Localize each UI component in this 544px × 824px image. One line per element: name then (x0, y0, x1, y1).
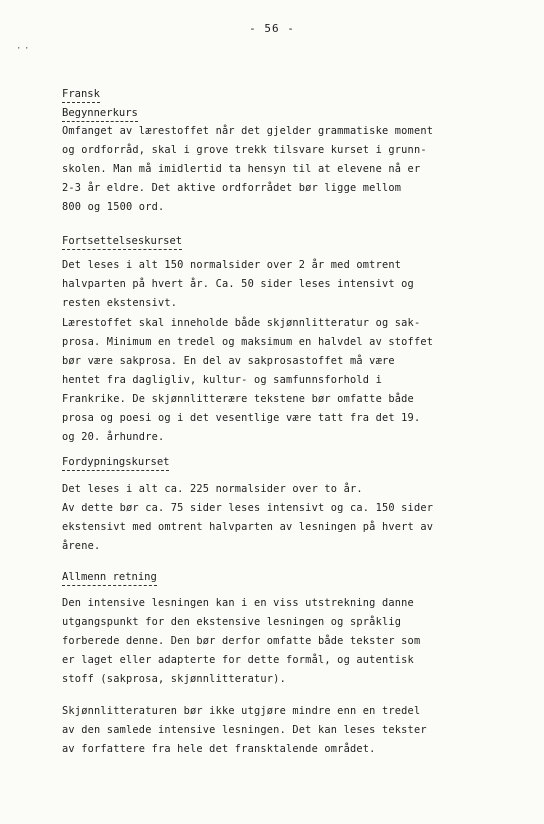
heading-begynnerkurs: Begynnerkurs (62, 107, 138, 122)
text-line: Skjønnlitteraturen bør ikke utgjøre mindre enn en tredel (62, 705, 421, 717)
text-line: og ordforråd, skal i grove trekk tilsvare kurset i grunn- (62, 144, 427, 156)
text-line: og 20. århundre. (62, 431, 165, 443)
text-line: Av dette bør ca. 75 sider leses intensivt og ca. 150 sider (62, 502, 434, 514)
text-line: 2-3 år eldre. Det aktive ordforrådet bør ligge mellom (62, 182, 402, 194)
text-line: Den intensive lesningen kan i en viss utstrekning danne (62, 597, 414, 609)
text-line: Frankrike. De skjønnlitterære tekstene bør omfatte både (62, 393, 414, 405)
text-line: av forfattere fra hele det fransktalende området. (62, 743, 376, 755)
page-number: - 56 - (249, 22, 295, 35)
paragraph-begynnerkurs (62, 122, 502, 217)
text-line: prosa og poesi og i det vesentlige være tatt fra det 19. (62, 412, 421, 424)
text-line: Det leses i alt ca. 225 normalsider over to år. (62, 483, 363, 495)
text-line: forberede denne. Den bør derfor omfatte både tekster som (62, 635, 421, 647)
paragraph-fortsettelseskurset-1 (62, 256, 502, 313)
text-line: prosa. Minimum en tredel og maksimum en halvdel av stoffet (62, 336, 434, 348)
text-line: Lærestoffet skal inneholde både skjønnlitteratur og sak- (62, 317, 421, 329)
text-line: Det leses i alt 150 normalsider over 2 år med omtrent (62, 259, 402, 271)
scan-speck: · (24, 44, 30, 54)
text-line: av den samlede intensive lesningen. Det kan leses tekster (62, 724, 427, 736)
heading-fortsettelseskurset: Fortsettelseskurset (62, 235, 182, 250)
paragraph-fordypningskurset (62, 480, 502, 556)
text-line: hentet fra dagligliv, kultur- og samfunnsforhold i (62, 374, 382, 386)
text-line: Omfanget av lærestoffet når det gjelder grammatiske moment (62, 125, 434, 137)
paragraph-allmenn-retning-1 (62, 594, 502, 689)
text-line: årene. (62, 540, 101, 552)
text-line: ekstensivt med omtrent halvparten av lesningen på hvert av (62, 521, 434, 533)
scan-speck: · (16, 44, 22, 54)
text-line: skolen. Man må imidlertid ta hensyn til at elevene nå er (62, 163, 421, 175)
text-line: 800 og 1500 ord. (62, 201, 165, 213)
heading-fransk: Fransk (62, 88, 100, 103)
text-line: stoff (sakprosa, skjønnlitteratur). (62, 673, 286, 685)
text-line: halvparten på hvert år. Ca. 50 sider leses intensivt og (62, 278, 414, 290)
text-line: bør være sakprosa. En del av sakprosastoffet må være (62, 355, 395, 367)
text-line: resten ekstensivt. (62, 297, 178, 309)
heading-allmenn-retning: Allmenn retning (62, 571, 157, 586)
paragraph-allmenn-retning-2 (62, 702, 502, 759)
text-line: er laget eller adapterte for dette formål, og autentisk (62, 654, 414, 666)
heading-fordypningskurset: Fordypningskurset (62, 456, 169, 471)
text-line: utgangspunkt for den ekstensive lesningen og språklig (62, 616, 402, 628)
paragraph-fortsettelseskurset-2 (62, 314, 502, 447)
